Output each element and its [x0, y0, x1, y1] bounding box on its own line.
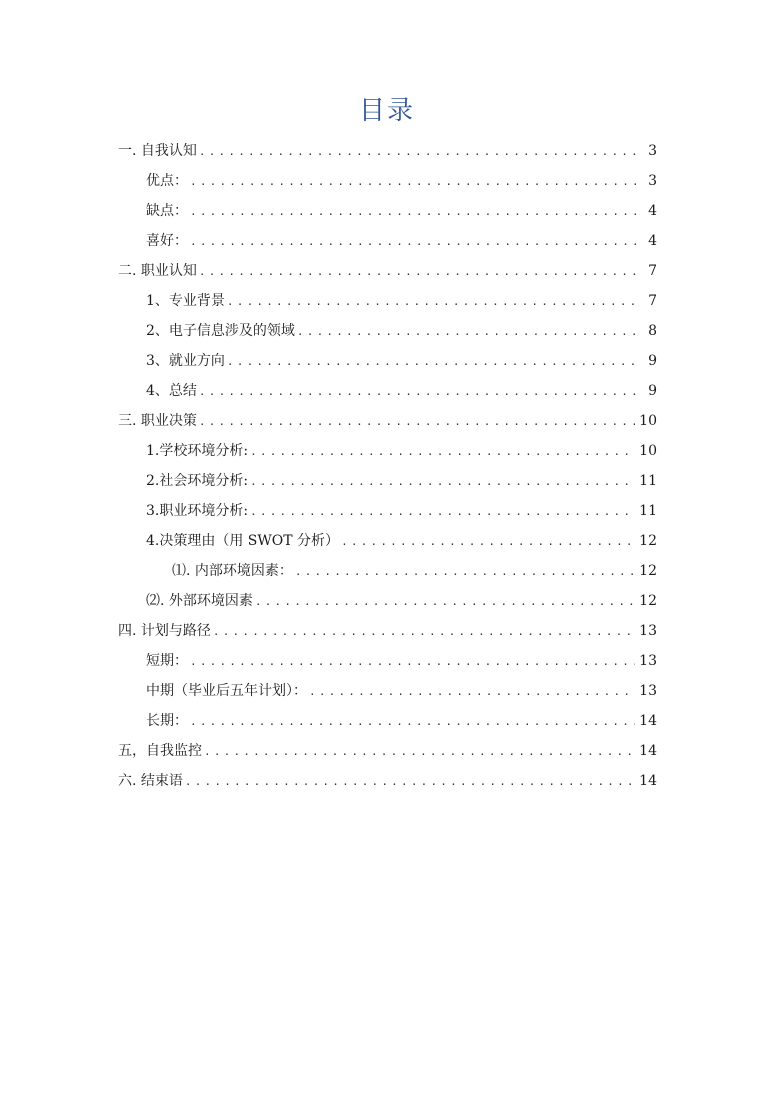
toc-entry-school-analysis[interactable] [146, 436, 657, 466]
toc-entry-label: 2、电子信息涉及的领域 [146, 323, 295, 339]
toc-entry-label: ⑴. 内部环境因素： [172, 563, 293, 579]
toc-page-number: 12 [639, 533, 657, 549]
toc-entry-strengths[interactable] [146, 166, 657, 196]
toc-entry-label: 四. 计划与路径 [118, 623, 211, 639]
toc-entry-label: 五，自我监控 [118, 743, 202, 759]
toc-entry-career-decision[interactable] [118, 406, 657, 436]
toc-page-number: 7 [648, 263, 657, 279]
toc-entry-career-awareness[interactable] [118, 256, 657, 286]
toc-page-number: 14 [639, 743, 657, 759]
dot-leader [190, 197, 641, 227]
toc-page-number: 3 [648, 143, 657, 159]
dot-leader [190, 167, 641, 197]
toc-entry-label: 长期： [146, 713, 188, 729]
toc-entry-major-background[interactable] [146, 286, 657, 316]
toc-page-number: 11 [639, 473, 657, 489]
toc-entry-label: 1.学校环境分析: [146, 443, 249, 459]
dot-leader [190, 647, 635, 677]
toc-entry-short-term[interactable] [146, 646, 657, 676]
toc-entry-label: 优点： [146, 173, 188, 189]
toc-page-number: 9 [648, 383, 657, 399]
dot-leader [297, 317, 641, 347]
toc-entry-long-term[interactable] [146, 706, 657, 736]
toc-entry-weaknesses[interactable] [146, 196, 657, 226]
toc-entry-label: 喜好： [146, 233, 188, 249]
dot-leader [227, 287, 641, 317]
dot-leader [250, 437, 635, 467]
toc-page-number: 14 [639, 713, 657, 729]
toc-page-number: 10 [639, 413, 657, 429]
toc-entry-self-monitoring[interactable] [118, 736, 657, 766]
dot-leader [255, 587, 635, 617]
toc-entry-swot-reason[interactable] [146, 526, 657, 556]
toc-entry-label: 缺点： [146, 203, 188, 219]
dot-leader [250, 497, 635, 527]
dot-leader [190, 227, 641, 257]
toc-entry-label: 六. 结束语 [118, 773, 183, 789]
toc-entry-conclusion[interactable] [118, 766, 657, 796]
toc-entry-label: 3.职业环境分析: [146, 503, 249, 519]
toc-page-number: 4 [648, 233, 657, 249]
toc-entry-label: 二. 职业认知 [118, 263, 197, 279]
toc-entry-hobbies[interactable] [146, 226, 657, 256]
toc-entry-employment-direction[interactable] [146, 346, 657, 376]
toc-page-number: 12 [639, 563, 657, 579]
toc-entry-label: 3、就业方向 [146, 353, 225, 369]
toc-entry-summary[interactable] [146, 376, 657, 406]
toc-page-number: 4 [648, 203, 657, 219]
toc-entry-electronics-fields[interactable] [146, 316, 657, 346]
toc-title: 目录 [358, 96, 415, 126]
toc-entry-internal-factors[interactable] [172, 556, 657, 586]
toc-entry-label: 短期： [146, 653, 188, 669]
dot-leader [199, 137, 641, 167]
toc-entry-self-awareness[interactable] [118, 136, 657, 166]
toc-page-number: 7 [648, 293, 657, 309]
toc-entry-career-env-analysis[interactable] [146, 496, 657, 526]
toc-page-number: 11 [639, 503, 657, 519]
toc-entry-label: 4、总结 [146, 383, 197, 399]
toc-page-number: 3 [648, 173, 657, 189]
dot-leader [190, 707, 635, 737]
toc-entry-label: 中期（毕业后五年计划）： [146, 683, 307, 699]
toc-entry-plan-path[interactable] [118, 616, 657, 646]
dot-leader [227, 347, 641, 377]
toc-entry-label: 三. 职业决策 [118, 413, 197, 429]
toc-page-number: 13 [639, 683, 657, 699]
dot-leader [199, 257, 641, 287]
dot-leader [213, 617, 635, 647]
toc-entry-label: 1、专业背景 [146, 293, 225, 309]
toc-entry-society-analysis[interactable] [146, 466, 657, 496]
toc-page-number: 10 [639, 443, 657, 459]
dot-leader [341, 527, 635, 557]
dot-leader [199, 377, 641, 407]
toc-page-number: 12 [639, 593, 657, 609]
dot-leader [295, 557, 635, 587]
toc-page-number: 14 [639, 773, 657, 789]
toc-page-number: 8 [648, 323, 657, 339]
dot-leader [309, 677, 635, 707]
toc-entry-label: 一. 自我认知 [118, 143, 197, 159]
toc-entry-mid-term[interactable] [146, 676, 657, 706]
toc-entry-label: 2.社会环境分析: [146, 473, 249, 489]
toc-entry-external-factors[interactable] [146, 586, 657, 616]
toc-page-number: 9 [648, 353, 657, 369]
dot-leader [185, 767, 635, 797]
toc-entry-label: 4.决策理由（用 SWOT 分析） [146, 533, 340, 549]
dot-leader [199, 407, 635, 437]
toc-entry-label: ⑵. 外部环境因素 [146, 593, 253, 609]
dot-leader [250, 467, 635, 497]
toc-page-number: 13 [639, 623, 657, 639]
dot-leader [204, 737, 635, 767]
toc-page-number: 13 [639, 653, 657, 669]
